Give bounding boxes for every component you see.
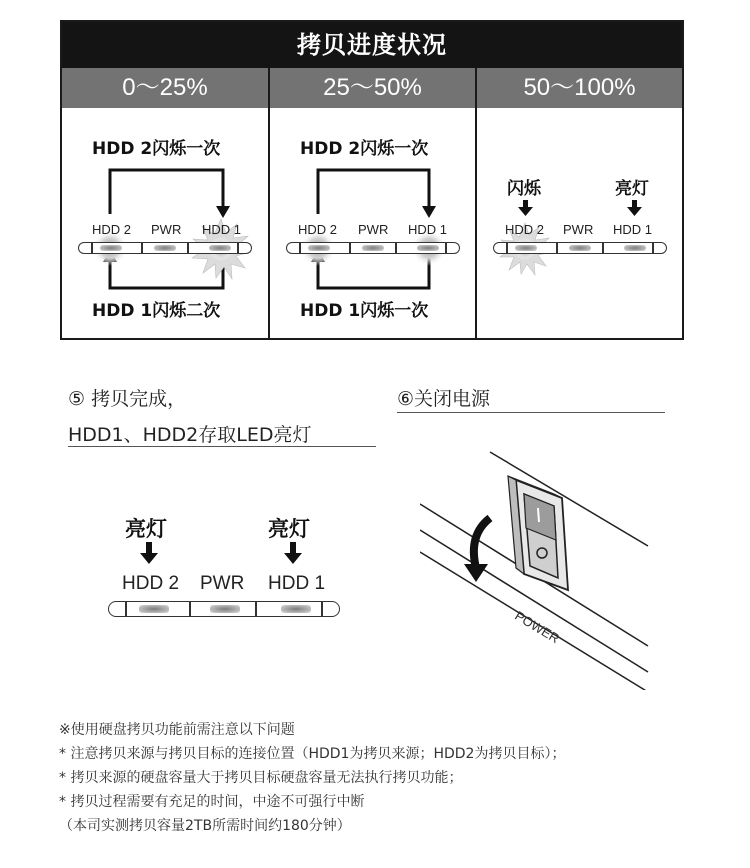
led-pwr: [154, 245, 176, 251]
led-strip: [493, 242, 667, 254]
led-label-hdd1: HDD 1: [202, 222, 242, 237]
note-line: * 注意拷贝来源与拷贝目标的连接位置（HDD1为拷贝来源；HDD2为拷贝目标）；: [59, 746, 566, 762]
led-label-pwr: PWR: [151, 222, 182, 237]
notes-title: ※使用硬盘拷贝功能前需注意以下问题: [59, 722, 295, 738]
stage-header-2: 25～50%: [270, 68, 475, 108]
step5-label-hdd1: HDD 1: [268, 573, 326, 594]
led-label-pwr: PWR: [358, 222, 389, 237]
led-hdd2: [515, 245, 537, 251]
led-hdd2: [308, 245, 330, 251]
led-pwr: [569, 245, 591, 251]
led-strip: [78, 242, 252, 254]
led-hdd1: [417, 245, 439, 251]
led-label-pwr: PWR: [563, 222, 594, 237]
power-label: POWER: [512, 608, 563, 647]
progress-table: [60, 20, 684, 340]
step5-heading: ⑤ 拷贝完成，: [68, 388, 187, 410]
note-line: * 拷贝过程需要有充足的时间，中途不可强行中断: [59, 794, 365, 810]
stage-cell-3: [477, 108, 682, 340]
step5-down-arrows-icon: [0, 540, 400, 570]
led-hdd1: [281, 605, 311, 613]
led-strip: [286, 242, 460, 254]
led-hdd1: [209, 245, 231, 251]
led-label-hdd1: HDD 1: [613, 222, 653, 237]
step5-label-hdd2: HDD 2: [122, 573, 180, 594]
step5-subheading: HDD1、HDD2存取LED亮灯: [68, 424, 312, 446]
led-label-hdd2: HDD 2: [92, 222, 132, 237]
top-caption: HDD 2闪烁一次: [92, 139, 221, 159]
right-caption: 亮灯: [615, 179, 649, 199]
stage-cell-1: [62, 108, 268, 340]
step5-label-pwr: PWR: [200, 573, 245, 594]
bottom-caption: HDD 1闪烁二次: [92, 301, 221, 321]
led-label-hdd2: HDD 2: [298, 222, 338, 237]
stage-header-1: 0～25%: [62, 68, 268, 108]
stage-header-3: 50～100%: [477, 68, 682, 108]
top-caption: HDD 2闪烁一次: [300, 139, 429, 159]
stage-cell-2: [270, 108, 475, 340]
power-switch-illustration: [420, 440, 650, 690]
left-caption: 闪烁: [507, 179, 541, 199]
note-line: * 拷贝来源的硬盘容量大于拷贝目标硬盘容量无法执行拷贝功能；: [59, 770, 463, 786]
step5-right-caption: 亮灯: [268, 517, 310, 541]
led-pwr: [210, 605, 240, 613]
step6-heading: ⑥关闭电源: [397, 388, 491, 410]
step5-led-strip: [108, 601, 340, 617]
led-label-hdd2: HDD 2: [505, 222, 545, 237]
step5-left-caption: 亮灯: [125, 517, 167, 541]
step5-underline: [68, 446, 376, 447]
led-hdd1: [624, 245, 646, 251]
led-pwr: [362, 245, 384, 251]
led-hdd2: [100, 245, 122, 251]
table-title: 拷贝进度状况: [62, 22, 682, 68]
led-label-hdd1: HDD 1: [408, 222, 448, 237]
step6-underline: [397, 412, 665, 413]
note-line: （本司实测拷贝容量2TB所需时间约180分钟）: [59, 818, 351, 834]
led-hdd2: [139, 605, 169, 613]
bottom-caption: HDD 1闪烁一次: [300, 301, 429, 321]
